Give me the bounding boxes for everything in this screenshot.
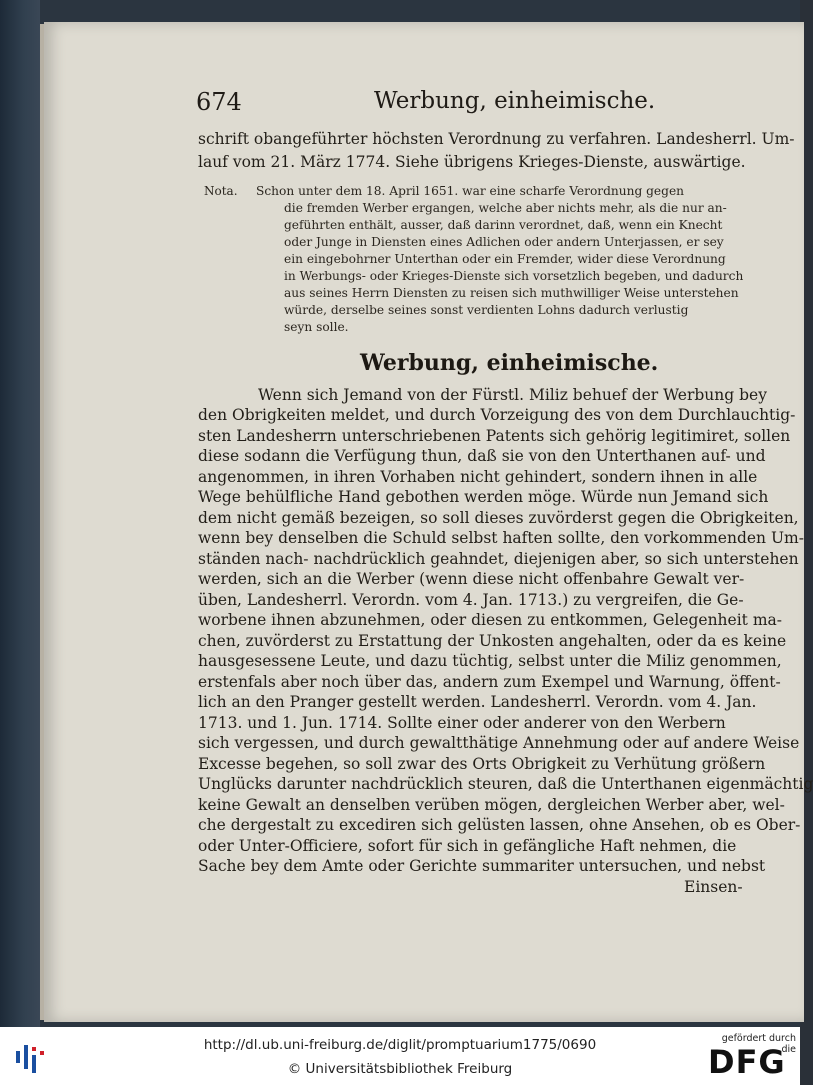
- body-line: 1713. und 1. Jun. 1714. Sollte einer oder anderer von den Werbern: [198, 714, 726, 732]
- catchword: Einsen-: [684, 878, 743, 896]
- nota-line: geführten enthält, ausser, daß darinn verordnet, daß, wenn ein Knecht: [284, 218, 723, 232]
- body-line: Excesse begehen, so soll zwar des Orts Obrigkeit zu Verhütung größern: [198, 755, 766, 773]
- nota-line: würde, derselbe seines sonst verdienten Lohns dadurch verlustig: [284, 303, 689, 317]
- body-line: lich an den Pranger gestellt werden. Landesherrl. Verordn. vom 4. Jan.: [198, 693, 757, 711]
- nota-line: in Werbungs- oder Krieges-Dienste sich vorsetzlich begeben, und dadurch: [284, 269, 744, 283]
- body-line: keine Gewalt an denselben verüben mögen, dergleichen Werber aber, wel-: [198, 796, 785, 814]
- running-head: Werbung, einheimische.: [374, 88, 656, 114]
- section-title: Werbung, einheimische.: [360, 350, 659, 376]
- body-line: angenommen, in ihren Vorhaben nicht gehindert, sondern ihnen in alle: [198, 468, 758, 486]
- body-line: Sache bey dem Amte oder Gerichte summariter untersuchen, und nebst: [198, 857, 766, 875]
- nota-line: Schon unter dem 18. April 1651. war eine scharfe Verordnung gegen: [256, 184, 685, 198]
- body-line: hausgesessene Leute, und dazu tüchtig, selbst unter die Miliz genommen,: [198, 652, 782, 670]
- body-line: Unglücks darunter nachdrücklich steuren, daß die Unterthanen eigenmächtig: [198, 775, 813, 793]
- body-line: ständen nach- nachdrücklich geahndet, diejenigen aber, so sich unterstehen: [198, 550, 799, 568]
- body-line: den Obrigkeiten meldet, und durch Vorzeigung des von dem Durchlauchtig-: [198, 406, 796, 424]
- permalink-url[interactable]: http://dl.ub.uni-freiburg.de/diglit/promptuarium1775/0690: [203, 1037, 597, 1053]
- body-line: sich vergessen, und durch gewaltthätige Annehmung oder auf andere Weise: [198, 734, 800, 752]
- intro-line: schrift obangeführter höchsten Verordnung zu verfahren. Landesherrl. Um-: [198, 130, 795, 148]
- body-line: Wenn sich Jemand von der Fürstl. Miliz behuef der Werbung bey: [258, 386, 767, 404]
- page-number: 674: [196, 88, 242, 116]
- nota-line: oder Junge in Diensten eines Adlichen oder andern Unterjassen, er sey: [284, 235, 724, 249]
- body-line: chen, zuvörderst zu Erstattung der Unkosten angehalten, oder da es keine: [198, 632, 787, 650]
- body-line: sten Landesherrn unterschriebenen Patents sich gehörig legitimiret, sollen: [198, 427, 791, 445]
- body-line: wenn bey denselben die Schuld selbst haften sollte, den vorkommenden Um-: [198, 529, 804, 547]
- footer-bar: [0, 1027, 800, 1085]
- nota-label: Nota.: [204, 184, 238, 198]
- body-line: werden, sich an die Werber (wenn diese nicht offenbahre Gewalt ver-: [198, 570, 745, 588]
- book-binding: [0, 0, 40, 1027]
- dfg-logo: DFG: [708, 1043, 786, 1081]
- body-line: Wege behülfliche Hand gebothen werden möge. Würde nun Jemand sich: [198, 488, 769, 506]
- body-line: worbene ihnen abzunehmen, oder diesen zu entkommen, Gelegenheit ma-: [198, 611, 782, 629]
- nota-line: ein eingebohrner Unterthan oder ein Fremder, wider diese Verordnung: [284, 252, 726, 266]
- body-line: oder Unter-Officiere, sofort für sich in gefängliche Haft nehmen, die: [198, 837, 737, 855]
- nota-line: aus seines Herrn Diensten zu reisen sich muthwilliger Weise unterstehen: [284, 286, 739, 300]
- intro-line: lauf vom 21. März 1774. Siehe übrigens Krieges-Dienste, auswärtige.: [198, 153, 746, 171]
- body-line: üben, Landesherrl. Verordn. vom 4. Jan. 1713.) zu vergreifen, die Ge-: [198, 591, 744, 609]
- body-line: dem nicht gemäß bezeigen, so soll dieses zuvörderst gegen die Obrigkeiten,: [198, 509, 799, 527]
- body-line: erstenfals aber noch über das, andern zum Exempel und Warnung, öffent-: [198, 673, 781, 691]
- funding-note: gefördert durch die: [721, 1033, 796, 1055]
- page-header: [196, 88, 756, 122]
- copyright-text: © Universitätsbibliothek Freiburg: [287, 1061, 513, 1077]
- nota-line: seyn solle.: [284, 320, 349, 334]
- body-line: che dergestalt zu excediren sich gelüsten lassen, ohne Ansehen, ob es Ober-: [198, 816, 801, 834]
- nota-line: die fremden Werber ergangen, welche aber nichts mehr, als die nur an-: [284, 201, 727, 215]
- body-line: diese sodann die Verfügung thun, daß sie von den Unterthanen auf- und: [198, 447, 766, 465]
